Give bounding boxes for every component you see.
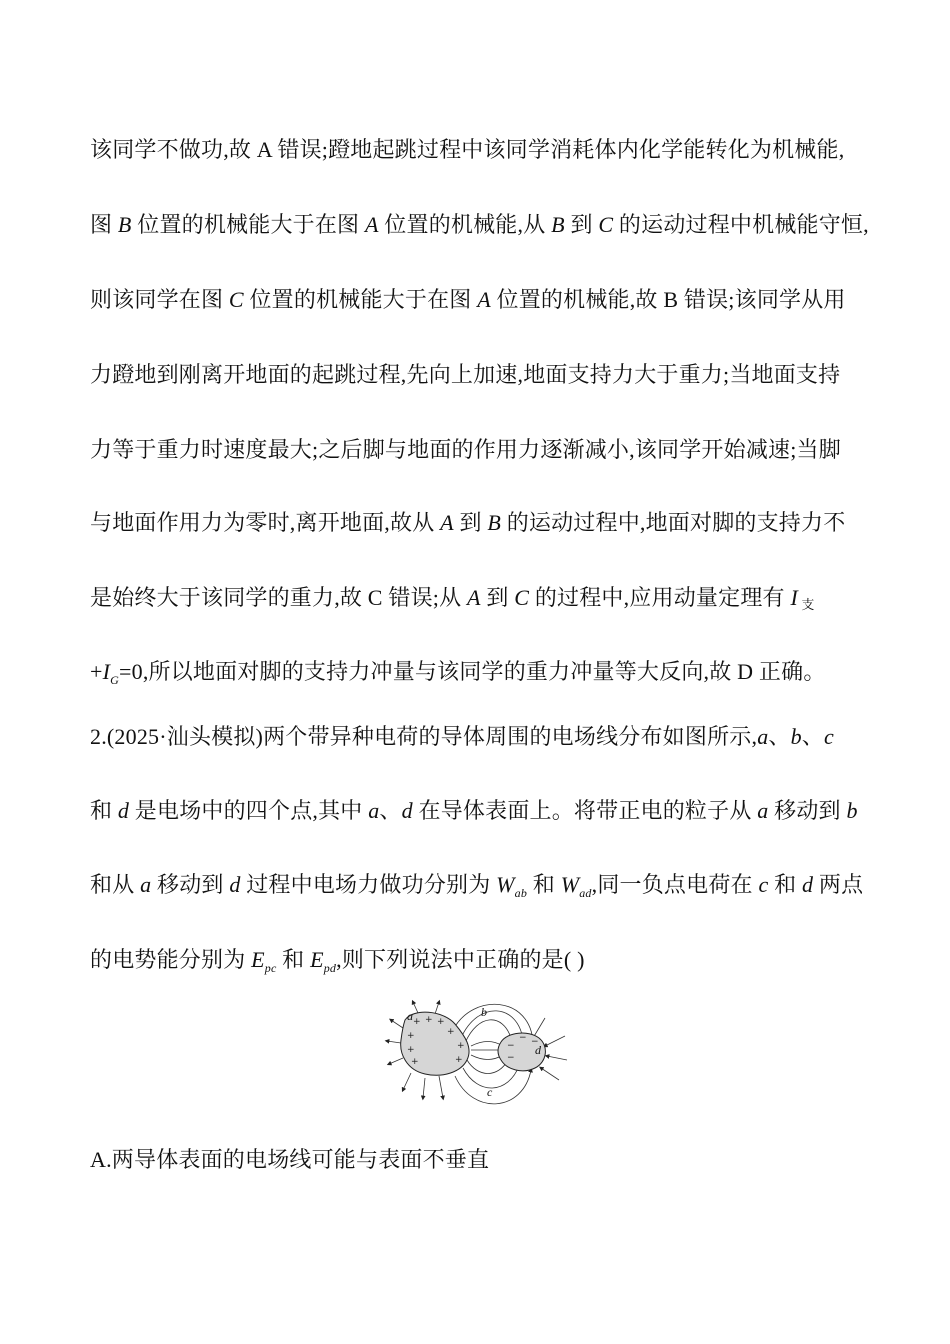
explanation-line-8: $+I_G=0$,所以地面对脚的支持力冲量与该同学的重力冲量等大反向,故 D 正确。 <box>90 659 826 687</box>
explanation-line-5: 力等于重力时速度最大;之后脚与地面的作用力逐渐减小,该同学开始减速;当脚 <box>90 437 841 462</box>
svg-text:−: − <box>519 1033 527 1043</box>
explanation-line-7: 是始终大于该同学的重力,故 C 错误;从 A 到 C 的过程中,应用动量定理有 I 支 <box>90 585 815 612</box>
explanation-line-3: 则该同学在图 C 位置的机械能大于在图 A 位置的机械能,故 B 错误;该同学从用 <box>90 287 846 312</box>
question-line-4: 的电势能分别为 $E_{pc}$ 和 $E_{pd}$,则下列说法中正确的是( ) <box>90 947 585 975</box>
svg-text:−: − <box>531 1037 539 1047</box>
svg-text:−: − <box>507 1041 515 1051</box>
svg-text:+: + <box>455 1055 463 1065</box>
question-line-3: 和从 a 移动到 d 过程中电场力做功分别为 $W_{ab}$ 和 $W_{ad}$,同一负点电荷在 c 和 d 两点 <box>90 872 864 900</box>
label-c: c <box>487 1085 493 1099</box>
svg-text:+: + <box>411 1057 419 1067</box>
explanation-line-4: 力蹬地到刚离开地面的起跳过程,先向上加速,地面支持力大于重力;当地面支持 <box>90 362 841 387</box>
svg-text:+: + <box>407 1031 415 1041</box>
option-a: A.两导体表面的电场线可能与表面不垂直 <box>90 1147 490 1172</box>
svg-text:+: + <box>447 1027 455 1037</box>
svg-text:−: − <box>507 1053 515 1063</box>
svg-text:+: + <box>407 1045 415 1055</box>
label-d: d <box>535 1043 541 1057</box>
label-b: b <box>481 1005 487 1019</box>
electric-field-figure <box>383 998 573 1116</box>
explanation-line-6: 与地面作用力为零时,离开地面,故从 A 到 B 的运动过程中,地面对脚的支持力不 <box>90 510 846 535</box>
label-a: a <box>407 1009 413 1023</box>
question-line-1: 2.(2025·汕头模拟)两个带异种电荷的导体周围的电场线分布如图所示,a、b、c <box>90 724 834 749</box>
svg-text:+: + <box>425 1015 433 1025</box>
svg-text:+: + <box>437 1017 445 1027</box>
svg-text:+: + <box>413 1017 421 1027</box>
svg-text:+: + <box>457 1041 465 1051</box>
question-line-2: 和 d 是电场中的四个点,其中 a、d 在导体表面上。将带正电的粒子从 a 移动到 b <box>90 798 858 823</box>
explanation-line-2: 图 B 位置的机械能大于在图 A 位置的机械能,从 B 到 C 的运动过程中机械能守恒, <box>90 212 869 237</box>
explanation-line-1: 该同学不做功,故 A 错误;蹬地起跳过程中该同学消耗体内化学能转化为机械能, <box>90 137 845 162</box>
